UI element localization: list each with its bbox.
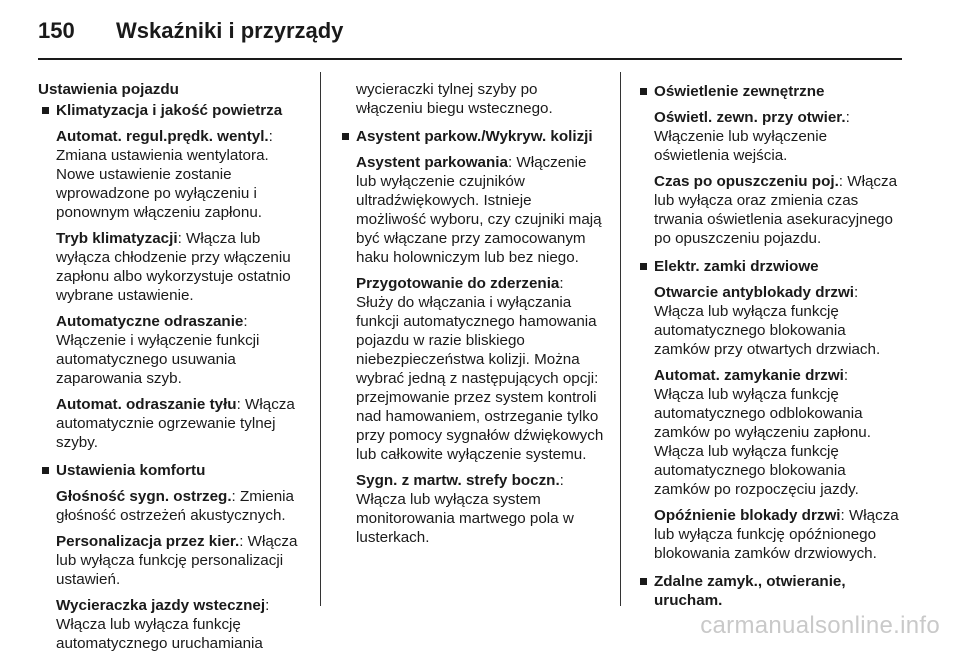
setting-term: Czas po opuszczeniu poj. bbox=[654, 173, 839, 190]
bullet-heading: Zdalne zamyk., otwieranie, urucham. bbox=[636, 572, 902, 610]
setting-text: : Włącza lub wyłącza funkcję personalizacji ustawień. bbox=[56, 533, 298, 588]
setting-text: : Włącza automatycznie ogrzewanie tylnej szyby. bbox=[56, 396, 295, 451]
page-title: Wskaźniki i przyrządy bbox=[116, 18, 344, 43]
setting-entry bbox=[338, 471, 604, 547]
setting-term: Automat. regul.prędk. wentyl. bbox=[56, 128, 269, 145]
setting-term: Automat. odraszanie tyłu bbox=[56, 396, 237, 413]
setting-term: Otwarcie antyblokady drzwi bbox=[654, 284, 855, 301]
bullet-heading: Asystent parkow./Wykryw. kolizji bbox=[338, 127, 604, 146]
setting-entry bbox=[338, 274, 604, 464]
setting-term: Wycieraczka jazdy wstecznej bbox=[56, 597, 266, 614]
setting-term: Oświetl. zewn. przy otwier. bbox=[654, 109, 846, 126]
setting-text: : Włącza lub wyłącza funkcję opóźnionego blokowania zamków drzwiowych. bbox=[654, 507, 899, 562]
setting-entry bbox=[636, 283, 902, 359]
setting-term: Opóźnienie blokady drzwi bbox=[654, 507, 841, 524]
page-header bbox=[38, 18, 343, 48]
bullet-heading: Oświetlenie zewnętrzne bbox=[636, 82, 902, 101]
column-2 bbox=[338, 80, 604, 547]
setting-term: Asystent parkowania bbox=[356, 154, 508, 171]
header-rule bbox=[38, 58, 902, 60]
watermark: carmanualsonline.info bbox=[700, 612, 940, 639]
setting-entry bbox=[38, 596, 306, 653]
setting-entry bbox=[38, 532, 306, 589]
continued-text: wycieraczki tylnej szyby po włączeniu biegu wstecznego. bbox=[356, 81, 553, 117]
setting-text: : Służy do włączania i wyłączania funkcji automatycznego hamowania pojazdu w razie bliskiego niebezpieczeństwa kolizji. Można wybrać jedną z następujących opcji: przejmowanie przez system kontroli nad hamowaniem, ostrzeganie tylko przy pomocy sygnałów dźwiękowych lub całkowite wyłączenie systemu. bbox=[356, 275, 604, 463]
section-heading: Ustawienia pojazdu bbox=[38, 81, 179, 98]
setting-entry bbox=[636, 506, 902, 563]
setting-text: : Włączenie lub wyłączenie oświetlenia wejścia. bbox=[654, 109, 850, 164]
setting-text: : Włączenie lub wyłączenie czujników ultradźwiękowych. Istnieje możliwość wyboru, czy czujniki mają być włączane przy zamocowanym haku holowniczym lub bez niego. bbox=[356, 154, 602, 266]
setting-text: : Zmienia głośność ostrzeżeń akustycznych. bbox=[56, 488, 295, 524]
column-divider bbox=[620, 72, 621, 606]
setting-text: : Włącza lub wyłącza funkcję automatycznego odblokowania zamków po wyłączeniu zapłonu. Włącza lub wyłącza funkcję automatycznego blokowania zamków po rozpoczęciu jazdy. bbox=[654, 367, 871, 498]
column-3 bbox=[636, 80, 902, 610]
column-divider bbox=[320, 72, 321, 606]
setting-text: : Włącza lub wyłącza system monitorowania martwego pola w lusterkach. bbox=[356, 472, 574, 546]
setting-text: : Włącza lub wyłącza funkcję automatycznego uruchamiania bbox=[56, 597, 270, 652]
setting-entry bbox=[38, 127, 306, 222]
column-1 bbox=[38, 80, 306, 653]
bullet-heading: Ustawienia komfortu bbox=[38, 461, 306, 480]
setting-text: : Włącza lub wyłącza funkcję automatycznego blokowania zamków przy otwartych drzwiach. bbox=[654, 284, 881, 358]
setting-entry bbox=[38, 487, 306, 525]
setting-term: Głośność sygn. ostrzeg. bbox=[56, 488, 232, 505]
setting-entry bbox=[38, 395, 306, 452]
setting-term: Automatyczne odraszanie bbox=[56, 313, 244, 330]
setting-text: : Zmiana ustawienia wentylatora. Nowe ustawienie zostanie wprowadzone po wyłączeniu i ponownym włączeniu zapłonu. bbox=[56, 128, 273, 221]
setting-entry bbox=[38, 312, 306, 388]
bullet-heading: Klimatyzacja i jakość powietrza bbox=[38, 101, 306, 120]
setting-term: Sygn. z martw. strefy boczn. bbox=[356, 472, 560, 489]
setting-term: Personalizacja przez kier. bbox=[56, 533, 240, 550]
setting-text: : Włącza lub wyłącza chłodzenie przy włączeniu zapłonu albo wykorzystuje ostatnio wybrane ustawienie. bbox=[56, 230, 291, 304]
setting-text: : Włączenie i wyłączenie funkcji automatycznego usuwania zaparowania szyb. bbox=[56, 313, 260, 387]
setting-entry bbox=[636, 108, 902, 165]
page-number: 150 bbox=[38, 18, 75, 43]
setting-entry bbox=[338, 153, 604, 267]
setting-text: : Włącza lub wyłącza oraz zmienia czas trwania oświetlenia asekuracyjnego po opuszczeniu pojazdu. bbox=[654, 173, 898, 247]
setting-term: Przygotowanie do zderzenia bbox=[356, 275, 560, 292]
bullet-heading: Elektr. zamki drzwiowe bbox=[636, 257, 902, 276]
setting-term: Tryb klimatyzacji bbox=[56, 230, 178, 247]
setting-entry bbox=[38, 229, 306, 305]
setting-entry bbox=[636, 172, 902, 248]
setting-entry bbox=[636, 366, 902, 499]
setting-term: Automat. zamykanie drzwi bbox=[654, 367, 844, 384]
